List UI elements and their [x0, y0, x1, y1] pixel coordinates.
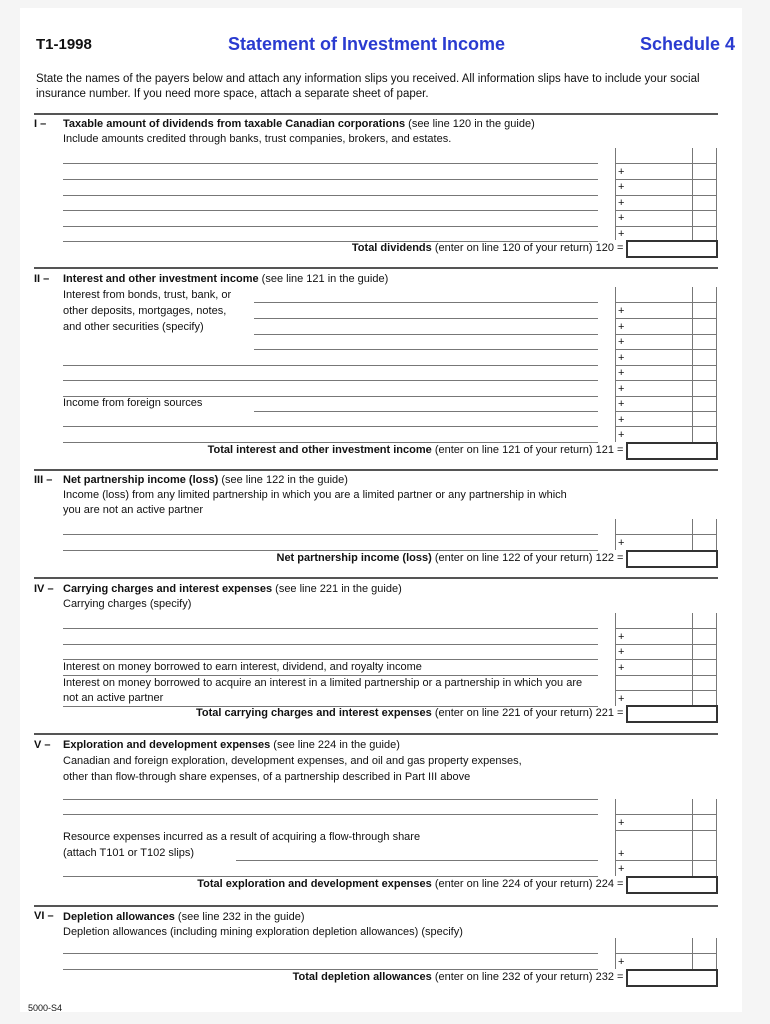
- form-page: [20, 8, 742, 1012]
- plus-sign: +: [618, 181, 625, 193]
- carrying-charges-field[interactable]: [63, 628, 598, 629]
- section-numeral: IV –: [34, 583, 54, 595]
- interest-expense-label: Interest on money borrowed to acquire an interest in a limited partnership or a partnership in which you are: [63, 677, 583, 689]
- interest-field[interactable]: [63, 365, 598, 366]
- section-numeral: III –: [34, 474, 53, 486]
- partnership-field[interactable]: [63, 550, 598, 551]
- equals-sign: =: [617, 444, 624, 456]
- total-label: Total exploration and development expenses (enter on line 224 of your return) 224: [197, 878, 614, 890]
- plus-sign: +: [618, 956, 625, 968]
- plus-sign: +: [618, 662, 625, 674]
- net-partnership-field[interactable]: [626, 550, 718, 568]
- section-heading: Net partnership income (loss) (see line 122 in the guide): [63, 474, 348, 486]
- depletion-field[interactable]: [63, 969, 598, 970]
- section-note: other deposits, mortgages, notes,: [63, 305, 227, 317]
- payer-field[interactable]: [63, 163, 598, 164]
- section-heading: Exploration and development expenses (see line 224 in the guide): [63, 739, 400, 751]
- total-label: Total carrying charges and interest expenses (enter on line 221 of your return) 221: [195, 707, 614, 719]
- plus-sign: +: [618, 863, 625, 875]
- foreign-income-field[interactable]: [63, 442, 598, 443]
- total-label: Total depletion allowances (enter on line 232 of your return) 232: [292, 971, 614, 983]
- resource-expense-label: (attach T101 or T102 slips): [63, 847, 195, 859]
- section-divider: [34, 267, 718, 269]
- interest-field[interactable]: [254, 349, 598, 350]
- interest-expense-label: not an active partner: [63, 692, 164, 704]
- plus-sign: +: [618, 646, 625, 658]
- total-label: Total interest and other investment income (enter on line 121 of your return) 121: [207, 444, 614, 456]
- foreign-income-field[interactable]: [254, 411, 598, 412]
- page-title: Statement of Investment Income: [228, 34, 506, 54]
- plus-sign: +: [618, 537, 625, 549]
- total-dividends-field[interactable]: [626, 240, 718, 258]
- schedule-label: Schedule 4: [640, 34, 736, 54]
- plus-sign: +: [618, 228, 625, 240]
- resource-expense-field[interactable]: [236, 860, 598, 861]
- payer-field[interactable]: [63, 210, 598, 211]
- interest-expense-label: Interest on money borrowed to earn interest, dividend, and royalty income: [63, 661, 422, 673]
- plus-sign: +: [618, 352, 625, 364]
- total-label: Net partnership income (loss) (enter on line 122 of your return) 122: [276, 552, 614, 564]
- plus-sign: +: [618, 166, 625, 178]
- plus-sign: +: [618, 398, 625, 410]
- plus-sign: +: [618, 848, 625, 860]
- plus-sign: +: [618, 212, 625, 224]
- plus-sign: +: [618, 414, 625, 426]
- interest-field[interactable]: [254, 334, 598, 335]
- section-note: and other securities (specify): [63, 321, 204, 333]
- form-code: 5000-S4: [28, 1003, 63, 1013]
- section-heading: Interest and other investment income (see line 121 in the guide): [63, 273, 389, 285]
- payer-field[interactable]: [63, 195, 598, 196]
- total-interest-field[interactable]: [626, 442, 718, 460]
- equals-sign: =: [617, 242, 624, 254]
- section-note: Interest from bonds, trust, bank, or: [63, 289, 232, 301]
- total-label: Total dividends (enter on line 120 of your return) 120: [351, 242, 614, 254]
- total-carrying-charges-field[interactable]: [626, 705, 718, 723]
- plus-sign: +: [618, 693, 625, 705]
- plus-sign: +: [618, 631, 625, 643]
- exploration-field[interactable]: [63, 814, 598, 815]
- section-numeral: VI –: [34, 910, 54, 922]
- equals-sign: =: [617, 878, 624, 890]
- exploration-field[interactable]: [63, 799, 598, 800]
- section-note: Carrying charges (specify): [63, 598, 192, 610]
- section-numeral: II –: [34, 273, 50, 285]
- plus-sign: +: [618, 305, 625, 317]
- section-divider: [34, 469, 718, 471]
- amount-column: [615, 799, 717, 876]
- carrying-charges-field[interactable]: [63, 644, 598, 645]
- section-numeral: I –: [34, 118, 47, 130]
- section-note: Canadian and foreign exploration, development expenses, and oil and gas property expenses,: [63, 755, 522, 767]
- foreign-income-label: Income from foreign sources: [63, 397, 203, 409]
- plus-sign: +: [618, 197, 625, 209]
- interest-field[interactable]: [63, 380, 598, 381]
- plus-sign: +: [618, 367, 625, 379]
- section-heading: Carrying charges and interest expenses (see line 221 in the guide): [63, 583, 402, 595]
- depletion-field[interactable]: [63, 953, 598, 954]
- resource-expense-label: Resource expenses incurred as a result of acquiring a flow-through share: [63, 831, 421, 843]
- total-depletion-field[interactable]: [626, 969, 718, 987]
- plus-sign: +: [618, 383, 625, 395]
- total-exploration-field[interactable]: [626, 876, 718, 894]
- equals-sign: =: [617, 552, 624, 564]
- plus-sign: +: [618, 321, 625, 333]
- plus-sign: +: [618, 817, 625, 829]
- section-note: you are not an active partner: [63, 504, 204, 516]
- partnership-field[interactable]: [63, 534, 598, 535]
- section-note: other than flow-through share expenses, of a partnership described in Part III above: [63, 771, 471, 783]
- section-note: Depletion allowances (including mining exploration depletion allowances) (specify): [63, 926, 463, 938]
- equals-sign: =: [617, 971, 624, 983]
- section-divider: [34, 113, 718, 115]
- section-note: Include amounts credited through banks, trust companies, brokers, and estates.: [63, 133, 452, 145]
- payer-field[interactable]: [63, 226, 598, 227]
- section-divider: [34, 733, 718, 735]
- interest-field[interactable]: [254, 318, 598, 319]
- payer-field[interactable]: [63, 179, 598, 180]
- section-divider: [34, 577, 718, 579]
- carrying-charges-field[interactable]: [63, 659, 598, 660]
- equals-sign: =: [617, 707, 624, 719]
- interest-field[interactable]: [254, 302, 598, 303]
- section-divider: [34, 905, 718, 907]
- section-numeral: V –: [34, 739, 51, 751]
- intro-text: State the names of the payers below and attach any information slips you received. All information slips have to include your social insurance number. If you need more space, attach a separate sheet of paper.: [36, 73, 700, 100]
- section-note: Income (loss) from any limited partnership in which you are a limited partner or any partnership in which: [63, 489, 567, 501]
- section-heading: Taxable amount of dividends from taxable Canadian corporations (see line 120 in the guide): [63, 118, 535, 130]
- plus-sign: +: [618, 336, 625, 348]
- plus-sign: +: [618, 429, 625, 441]
- foreign-income-field[interactable]: [63, 426, 598, 427]
- form-number: T1-1998: [36, 36, 92, 53]
- section-heading: Depletion allowances (see line 232 in the guide): [63, 911, 305, 923]
